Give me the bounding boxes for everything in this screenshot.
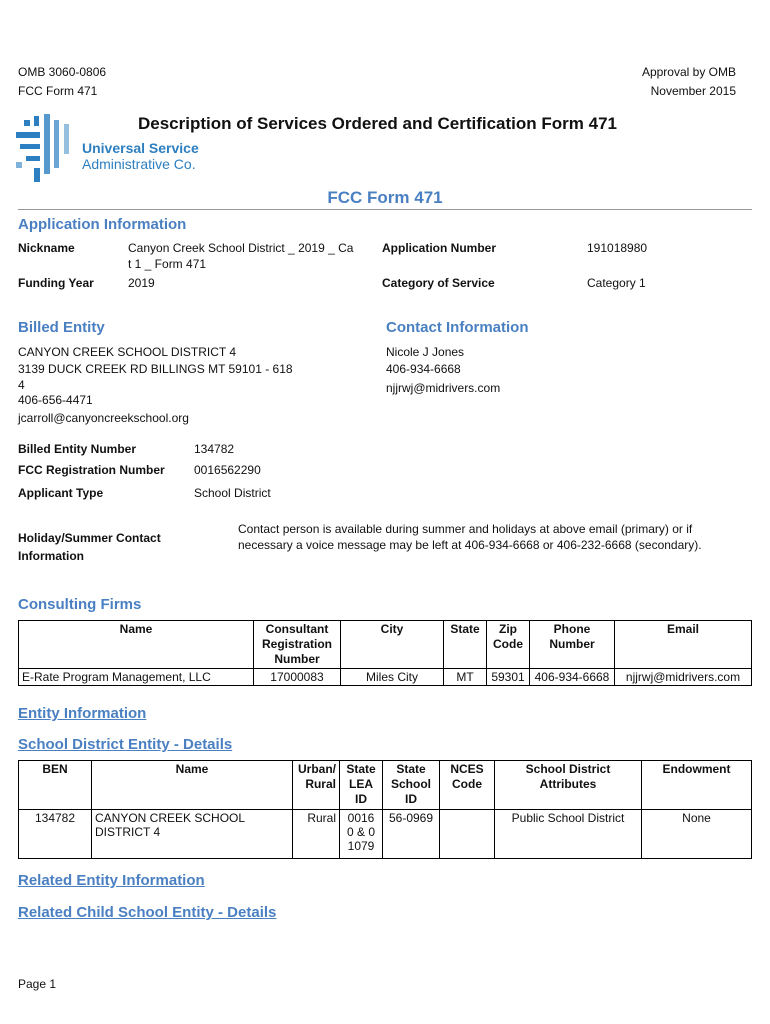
usac-logo-icon bbox=[16, 114, 78, 184]
approval-date: November 2015 bbox=[650, 84, 736, 98]
col-nces: NCES Code bbox=[440, 761, 495, 810]
cell-urban-rural: Rural bbox=[293, 810, 340, 859]
col-email: Email bbox=[615, 621, 752, 669]
cell-registration: 17000083 bbox=[254, 669, 341, 686]
col-endowment: Endowment bbox=[642, 761, 752, 810]
billed-entity-address-cont: 4 bbox=[18, 378, 25, 392]
col-state-lea: State LEA ID bbox=[340, 761, 383, 810]
consulting-heading: Consulting Firms bbox=[18, 596, 142, 613]
frn-label: FCC Registration Number bbox=[18, 463, 165, 477]
entity-heading: Entity Information bbox=[18, 705, 147, 722]
cell-endowment: None bbox=[642, 810, 752, 859]
col-ben: BEN bbox=[19, 761, 92, 810]
applicant-type-label: Applicant Type bbox=[18, 486, 104, 500]
nickname-value: Canyon Creek School District _ 2019 _ Ca bbox=[128, 241, 354, 255]
omb-approval: Approval by OMB bbox=[641, 65, 736, 79]
cell-attributes: Public School District bbox=[495, 810, 642, 859]
col-attributes: School District Attributes bbox=[495, 761, 642, 810]
cell-zip: 59301 bbox=[487, 669, 530, 686]
cell-email[interactable]: njjrwj@midrivers.com bbox=[615, 669, 752, 686]
page-title: Description of Services Ordered and Certification Form 471 bbox=[138, 114, 617, 133]
cell-entity-name: CANYON CREEK SCHOOL DISTRICT 4 bbox=[92, 810, 293, 859]
billed-entity-phone: 406-656-4471 bbox=[18, 393, 93, 407]
related-child-heading: Related Child School Entity - Details bbox=[18, 904, 277, 921]
cell-phone: 406-934-6668 bbox=[530, 669, 615, 686]
funding-year-value: 2019 bbox=[128, 276, 155, 290]
col-name: Name bbox=[19, 621, 254, 669]
contact-phone: 406-934-6668 bbox=[386, 362, 461, 376]
col-urban-rural: Urban/ Rural bbox=[293, 761, 340, 810]
billed-entity-email[interactable]: jcarroll@canyoncreekschool.org bbox=[18, 411, 189, 425]
cell-state: MT bbox=[444, 669, 487, 686]
nickname-label: Nickname bbox=[18, 241, 75, 255]
contact-heading: Contact Information bbox=[386, 319, 529, 336]
applicant-type-value: School District bbox=[194, 486, 271, 500]
contact-email[interactable]: njjrwj@midrivers.com bbox=[386, 381, 501, 395]
holiday-contact-text: Contact person is available during summer and holidays at above email (primary) or if bbox=[238, 522, 693, 536]
category-value: Category 1 bbox=[587, 276, 646, 290]
logo-text-line1: Universal Service bbox=[82, 140, 199, 156]
holiday-contact-text-cont: necessary a voice message may be left at 406-934-6668 or 406-232-6668 (secondary). bbox=[238, 538, 702, 552]
ben-label: Billed Entity Number bbox=[18, 442, 137, 456]
funding-year-label: Funding Year bbox=[18, 276, 94, 290]
col-city: City bbox=[341, 621, 444, 669]
cell-name: E-Rate Program Management, LLC bbox=[19, 669, 254, 686]
page-number: Page 1 bbox=[18, 977, 57, 991]
billed-entity-address: 3139 DUCK CREEK RD BILLINGS MT 59101 - 618 bbox=[18, 362, 293, 376]
holiday-contact-label: Holiday/Summer Contact bbox=[18, 531, 161, 545]
omb-number: OMB 3060-0806 bbox=[18, 65, 107, 79]
col-state-school: State School ID bbox=[383, 761, 440, 810]
cell-ben: 134782 bbox=[19, 810, 92, 859]
form-subtitle: FCC Form 471 bbox=[327, 188, 443, 207]
billed-entity-heading: Billed Entity bbox=[18, 319, 105, 336]
table-row bbox=[19, 810, 752, 859]
cell-nces bbox=[440, 810, 495, 859]
divider bbox=[18, 209, 752, 210]
form-number: FCC Form 471 bbox=[18, 84, 98, 98]
cell-city: Miles City bbox=[341, 669, 444, 686]
col-entity-name: Name bbox=[92, 761, 293, 810]
cell-state-school: 56-0969 bbox=[383, 810, 440, 859]
contact-name: Nicole J Jones bbox=[386, 345, 465, 359]
cell-state-lea: 0016 0 & 0 1079 bbox=[340, 810, 383, 859]
col-registration: Consultant Registration Number bbox=[254, 621, 341, 669]
school-district-table bbox=[18, 760, 752, 859]
consulting-table bbox=[18, 620, 752, 686]
ben-value: 134782 bbox=[194, 442, 235, 456]
billed-entity-name: CANYON CREEK SCHOOL DISTRICT 4 bbox=[18, 345, 237, 359]
nickname-value-cont: t 1 _ Form 471 bbox=[128, 257, 207, 271]
col-zip: Zip Code bbox=[487, 621, 530, 669]
application-heading: Application Information bbox=[18, 216, 187, 233]
col-phone: Phone Number bbox=[530, 621, 615, 669]
logo-text-line2: Administrative Co. bbox=[82, 156, 196, 172]
app-number-value: 191018980 bbox=[587, 241, 648, 255]
school-district-heading: School District Entity - Details bbox=[18, 736, 233, 753]
frn-value: 0016562290 bbox=[194, 463, 261, 477]
table-row bbox=[19, 669, 752, 686]
related-entity-heading: Related Entity Information bbox=[18, 872, 205, 889]
col-state: State bbox=[444, 621, 487, 669]
category-label: Category of Service bbox=[382, 276, 495, 290]
app-number-label: Application Number bbox=[382, 241, 497, 255]
holiday-contact-label-cont: Information bbox=[18, 549, 84, 563]
